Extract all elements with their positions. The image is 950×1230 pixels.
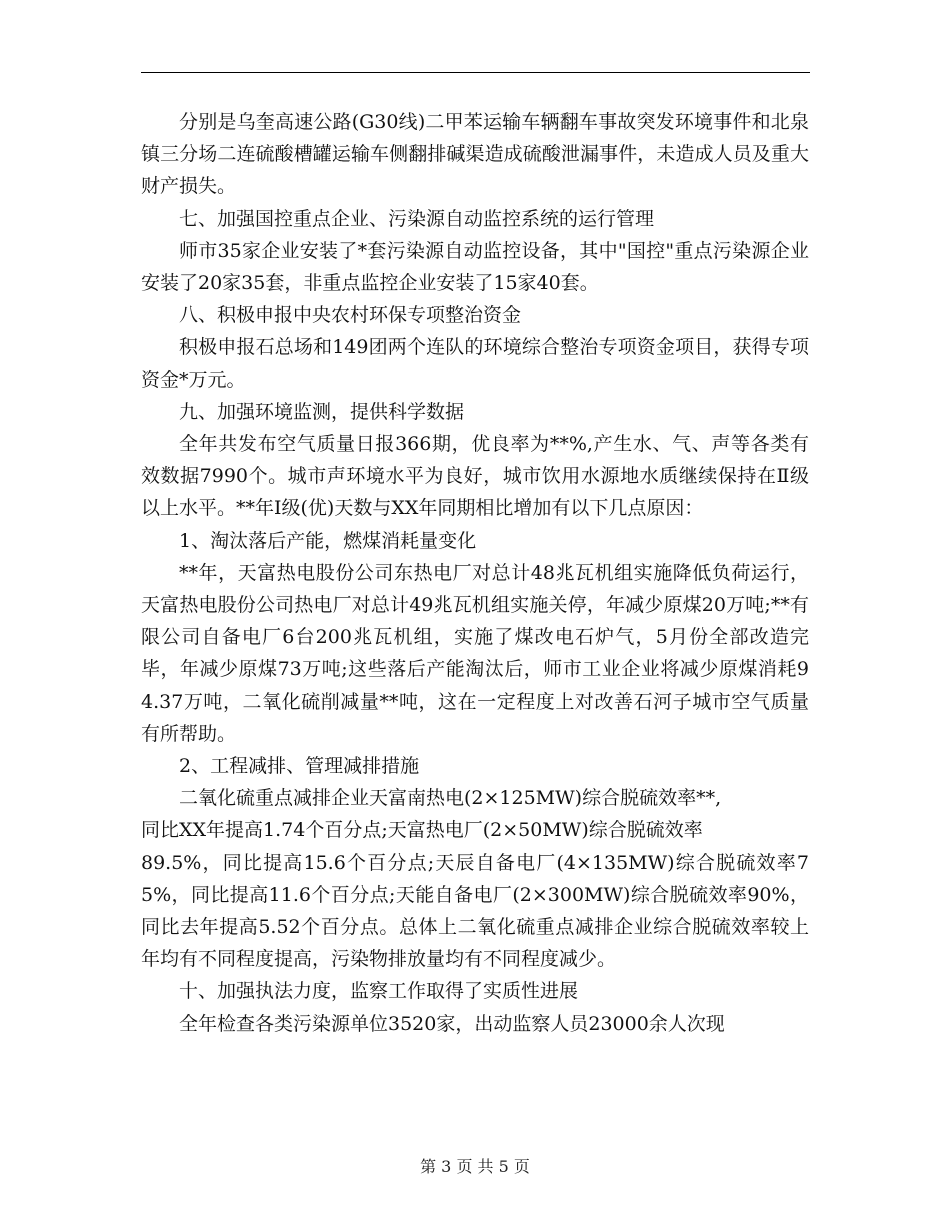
paragraph: 九、加强环境监测，提供科学数据 bbox=[179, 400, 465, 423]
paragraph: 1、淘汰落后产能，燃煤消耗量变化 bbox=[179, 529, 477, 552]
paragraph: 十、加强执法力度，监察工作取得了实质性进展 bbox=[179, 980, 579, 1003]
page-footer: 第 3 页 共 5 页 bbox=[420, 1157, 530, 1176]
paragraph: 2、工程减排、管理减排措施 bbox=[179, 755, 420, 778]
paragraph: 积极申报石总场和149团两个连队的环境综合整治专项资金项目，获得专项资金*万元。 bbox=[141, 336, 809, 391]
paragraph: **年，天富热电股份公司东热电厂对总计48兆瓦机组实施降低负荷运行，天富热电股份公司热电厂对总计49兆瓦机组实施关停，年减少原煤20万吨;**有限公司自备电厂6台200兆瓦机组，实施了煤改电石炉气，5月份全部改造完毕，年减少原煤73万吨;这些落后产能淘汰后，师市工业企业将减少原煤消耗94.37万吨，二氧化硫削减量**吨，这在一定程度上对改善石河子城市空气质量有所帮助。 bbox=[141, 561, 809, 745]
paragraph: 全年共发布空气质量日报366期，优良率为**%,产生水、气、声等各类有效数据7990个。城市声环境水平为良好，城市饮用水源地水质继续保持在Ⅱ级以上水平。**年Ⅰ级(优)天数与XX年同期相比增加有以下几点原因： bbox=[141, 433, 809, 520]
paragraph: 二氧化硫重点减排企业天富南热电(2×125MW)综合脱硫效率**, bbox=[179, 787, 722, 810]
paragraph: 全年检查各类污染源单位3520家，出动监察人员23000余人次现 bbox=[179, 1012, 725, 1035]
paragraph: 同比XX年提高1.74个百分点;天富热电厂(2×50MW)综合脱硫效率 bbox=[141, 819, 703, 842]
paragraph: 分别是乌奎高速公路(G30线)二甲苯运输车辆翻车事故突发环境事件和北泉镇三分场二连硫酸槽罐运输车侧翻排碱渠造成硫酸泄漏事件，未造成人员及重大财产损失。 bbox=[141, 111, 809, 198]
paragraph: 师市35家企业安装了*套污染源自动监控设备，其中"国控"重点污染源企业安装了20家35套，非重点监控企业安装了15家40套。 bbox=[141, 239, 809, 295]
paragraph: 七、加强国控重点企业、污染源自动监控系统的运行管理 bbox=[179, 207, 655, 230]
paragraph: 89.5%，同比提高15.6个百分点;天辰自备电厂(4×135MW)综合脱硫效率75%，同比提高11.6个百分点;天能自备电厂(2×300MW)综合脱硫效率90%，同比去年提高5.52个百分点。总体上二氧化硫重点减排企业综合脱硫效率较上年均有不同程度提高，污染物排放量均有不同程度减少。 bbox=[141, 851, 809, 971]
body-text bbox=[141, 106, 809, 1040]
paragraph: 八、积极申报中央农村环保专项整治资金 bbox=[179, 304, 522, 327]
header-rule bbox=[141, 72, 810, 73]
